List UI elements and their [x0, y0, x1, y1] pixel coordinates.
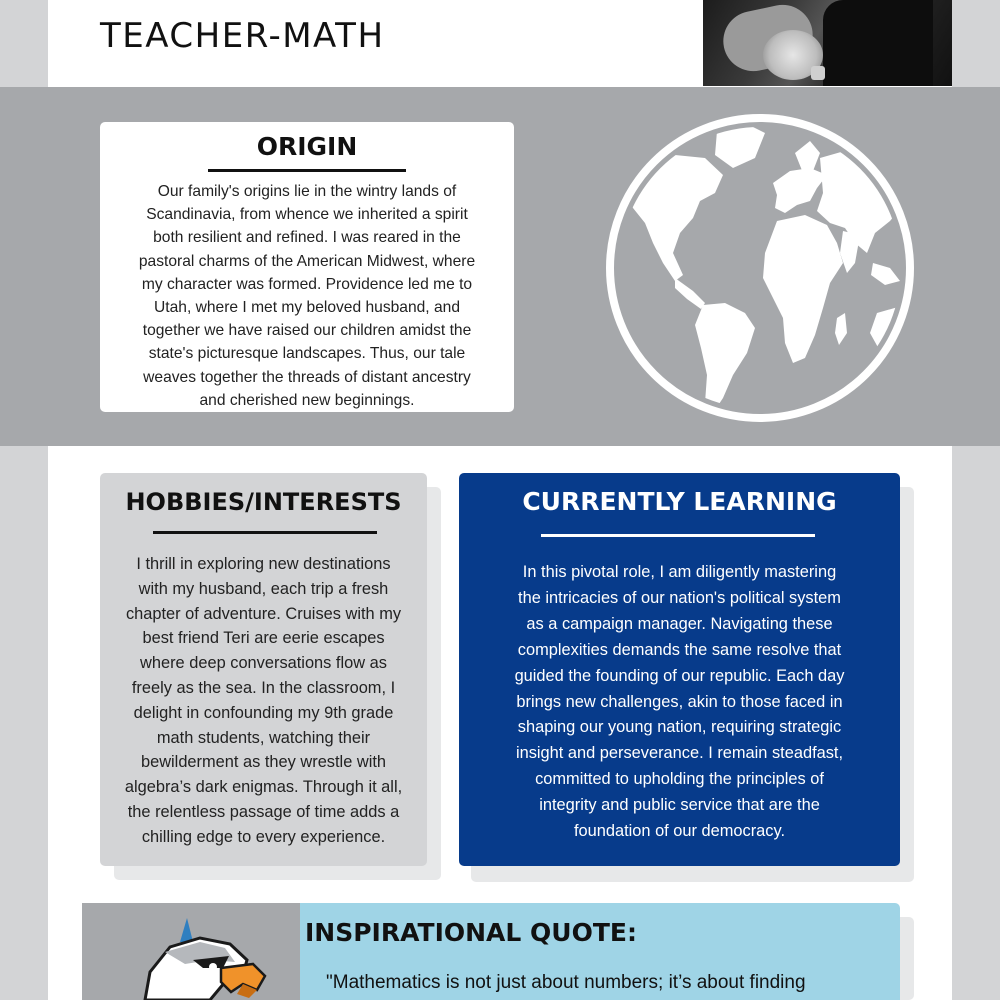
- hobbies-text-line: with my husband, each trip a fresh: [138, 579, 389, 598]
- hobbies-text-line: chapter of adventure. Cruises with my: [125, 604, 402, 623]
- learning-text-line: as a campaign manager. Navigating these: [526, 614, 833, 633]
- origin-text-line: Utah, where I met my beloved husband, and: [154, 299, 460, 317]
- hobbies-text-line: where deep conversations flow as: [140, 654, 387, 673]
- origin-text-line: pastoral charms of the American Midwest, where: [138, 252, 476, 270]
- origin-text: [110, 180, 504, 412]
- origin-text-line: both resilient and refined. I was reared in the: [153, 229, 461, 247]
- learning-title: CURRENTLY LEARNING: [522, 487, 837, 516]
- origin-title: ORIGIN: [256, 132, 358, 161]
- origin-text-line: my character was formed. Providence led me to: [141, 275, 473, 293]
- learning-text-line: the intricacies of our nation's political system: [518, 588, 841, 607]
- origin-text-line: Scandinavia, from whence we inherited a spirit: [146, 206, 468, 224]
- learning-text-line: In this pivotal role, I am diligently mastering: [522, 563, 837, 581]
- learning-text-line: foundation of our democracy.: [573, 822, 786, 841]
- learning-text-line: complexities demands the same resolve that: [517, 640, 842, 659]
- globe-icon: [605, 113, 915, 423]
- hobbies-text: [108, 552, 419, 850]
- page-title: TEACHER-MATH: [100, 16, 385, 56]
- origin-text-line: and cherished new beginnings.: [199, 391, 415, 409]
- learning-text-line: insight and perseverance. I remain steadfast,: [515, 744, 844, 763]
- learning-text: [469, 560, 890, 845]
- hobbies-text-line: I thrill in exploring new destinations: [136, 555, 391, 573]
- origin-text-line: Our family's origins lie in the wintry lands of: [157, 183, 457, 200]
- quote-title: INSPIRATIONAL QUOTE:: [305, 918, 637, 947]
- hobbies-text-line: best friend Teri are eerie escapes: [142, 629, 385, 648]
- origin-divider: [208, 169, 406, 172]
- hobbies-text-line: chilling edge to every experience.: [141, 827, 386, 846]
- learning-text-line: brings new challenges, akin to those faced in: [516, 692, 843, 711]
- learning-text-line: shaping our young nation, requiring strategic: [517, 718, 842, 737]
- learning-text-line: guided the founding of our republic. Each day: [514, 666, 845, 685]
- hobbies-text-line: delight in confounding my 9th grade: [133, 703, 394, 722]
- eagle-mascot-icon: [125, 912, 275, 1000]
- hobbies-title: HOBBIES/INTERESTS: [125, 488, 402, 516]
- profile-photo: [703, 0, 952, 86]
- learning-text-line: committed to upholding the principles of: [535, 770, 824, 789]
- hobbies-text-line: bewilderment as they wrestle with: [140, 753, 387, 772]
- hobbies-text-line: math students, watching their: [156, 728, 371, 747]
- hobbies-text-line: the relentless passage of time adds a: [127, 802, 400, 821]
- hobbies-text-line: algebra’s dark enigmas. Through it all,: [124, 778, 403, 797]
- origin-text-line: state's picturesque landscapes. Thus, our tale: [148, 345, 466, 363]
- learning-divider: [541, 534, 815, 537]
- origin-text-line: together we have raised our children amidst the: [142, 322, 472, 340]
- learning-text-line: integrity and public service that are the: [539, 796, 820, 815]
- quote-text: "Mathematics is not just about numbers; it’s about finding: [326, 972, 806, 993]
- hobbies-divider: [153, 531, 377, 534]
- origin-text-line: weaves together the threads of distant ancestry: [143, 368, 471, 386]
- hobbies-text-line: freely as the sea. In the classroom, I: [131, 678, 396, 697]
